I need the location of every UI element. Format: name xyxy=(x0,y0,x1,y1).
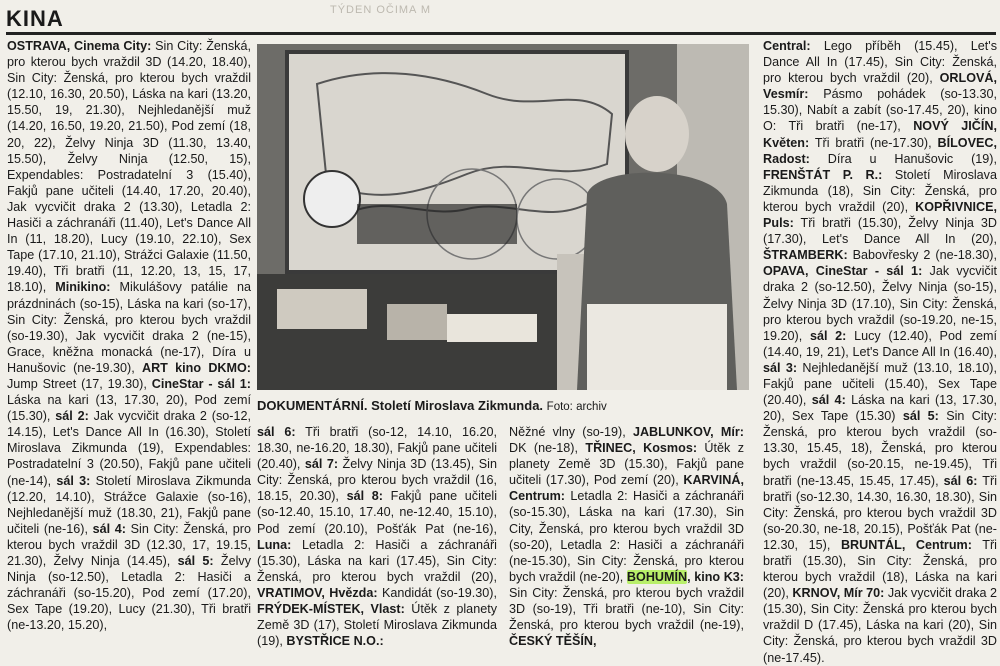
showtimes-text: Tři bratři (so-12, 14.10, 16.20, 18.30, ne-16.20, 18.30), Fakjů pane učiteli (20.40), xyxy=(257,425,497,472)
venue-name: sál 7: xyxy=(304,457,339,472)
venue-name: sál 2: xyxy=(809,328,847,343)
venue-name: Minikino: xyxy=(55,280,111,295)
showtimes-text: Nejhledanější muž (13.10, 18.10), Fakjů pane učiteli (15.40), Sex Tape (20.40), xyxy=(763,360,997,408)
showtimes-text: Pásmo pohádek (so-13.30, 15.30), Nabít a zabít (so-17.45, 20), kino O: Tři bratři (ne-17), xyxy=(763,87,997,134)
showtimes-text: Útěk z planety Země 3D (15.30), Fakjů pane učiteli (17.30), Pod zemí (20), xyxy=(509,441,744,488)
showtimes-text: Jump Street (17, 19.30), xyxy=(7,376,152,391)
showtimes-text: Jak vycvičit draka 2 (so-12.50), Želvy Ninja (so-15), Želvy Ninja 3D (17.10), Sin City: Ženská, pro kterou bych vraždil (so-19.20, ne-15, 19.20), xyxy=(763,264,997,343)
photo-caption-title: DOKUMENTÁRNÍ. Století Miroslava Zikmunda. xyxy=(257,398,544,413)
venue-name: sál 4: xyxy=(92,521,126,536)
venue-name: TŘINEC, Kosmos: xyxy=(585,441,698,456)
venue-name: sál 8: xyxy=(346,489,383,504)
venue-name: VRATIMOV, Hvězda: xyxy=(257,585,378,600)
venue-name: CineStar - sál 1: xyxy=(151,376,251,391)
venue-name: KARVINÁ, Centrum: xyxy=(509,473,744,504)
bleed-through-header: TÝDEN OČIMA M xyxy=(330,4,432,16)
venue-name: ČESKÝ TĚŠÍN, xyxy=(509,634,597,649)
showtimes-text: DK (ne-18), xyxy=(509,441,586,456)
showtimes-text: Sin City: Ženská, pro kterou bych vraždil 3D (so-19), Tři bratři (ne-10), Sin City: Ženská, pro kterou bych vraždil (ne-19), xyxy=(509,585,744,633)
venue-name: BYSTŘICE N.O.: xyxy=(286,634,384,649)
showtimes-text: Láska na kari (13, 17.30, 20), Sex Tape (15.30) xyxy=(763,393,997,424)
venue-name: sál 5: xyxy=(902,409,939,424)
showtimes-text: Sin City: Ženská, pro kterou bych vraždil 3D (14.20, 18.40), Sin City: Ženská, pro kterou bych vraždil (12.10, 16.30, 20.50), Láska na kari (13.20, 15.50, 19, 21.30), Nejhledanější muž (14.20, 16.50, 19.20, 21.50), Pod zemí (18, 20, 22), Želvy Ninja 3D (11.30, 13.40, 15.50), Želvy Ninja (12.50, 15), Expendables: Postradatelní 3 (15.40), Fakjů pane učiteli (14.40, 17.20, 20.40), Jak vycvičit draka 2 (13.30), Letadla 2: Hasiči a záchranáři (11.40), Let's Dance All In (11, 18.20), Lucy (19.10, 22.10), Sex Tape (17.10, 21.10), Strážci Galaxie (11.50, 19.40), Tři bratři (11, 12.20, 13, 15, 17, 18.10), xyxy=(7,39,251,295)
showtimes-text: Století Miroslava Zikmunda (18), Sin City: Ženská, pro kterou bych vraždil (20), xyxy=(763,167,997,214)
showtimes-text: Letadla 2: Hasiči a záchranáři (15.30), Láska na kari (17.45), Sin City: Ženská, pro kterou bych vraždil (20), xyxy=(257,537,497,584)
showtimes-text: Něžné vlny (so-19), xyxy=(509,425,633,439)
showtimes-text: Díra u Hanušovic (19), xyxy=(809,151,997,166)
venue-name: sál 6: xyxy=(257,425,296,439)
listing-text xyxy=(763,38,997,666)
venue-name: sál 3: xyxy=(763,360,798,375)
showtimes-text: Jak vycvičit draka 2 (15.30), Sin City: Ženská pro kterou bych vraždil D (17.45), Láska na kari (20), Sin City: Ženská, pro kterou bych vraždil 3D (ne-17.45). xyxy=(763,586,998,665)
showtimes-text: Tři bratři (ne-17.30), xyxy=(809,135,938,150)
archive-photo xyxy=(257,44,749,390)
showtimes-text: Letadla 2: Hasiči a záchranáři (so-15.30), Láska na kari (17.30), Sin City, Ženská, pro kterou bych vraždil 3D (so-20), Letadla 2: Hasiči a záchranáři (ne-15.30), Sin City: Ženská, pro kterou bych vraždil (ne-20), xyxy=(509,489,744,584)
venue-name: OPAVA, CineStar - sál 1: xyxy=(763,264,923,279)
showtimes-text: Sin City: Ženská, pro kterou bych vraždil 3D (12.30, 17, 19.15, 21.30), Želvy Ninja (14.45), xyxy=(7,521,251,568)
showtimes-text: Tři bratři (so-12.30, 14.30, 16.30, 18.30), Sin City: Ženská, pro kterou bych vraždil 3D (so-20.30, ne-18, 20.15), Pošťák Pat (ne-12.30, 15), xyxy=(763,473,997,552)
showtimes-text: Láska na kari (13, 17.30, 20), Pod zemí (15.30), xyxy=(7,393,251,424)
venue-name: sál 5: xyxy=(177,554,214,568)
venue-name: OSTRAVA, Cinema City: xyxy=(7,39,152,53)
showtimes-text: Babovřesky 2 (ne-18.30), xyxy=(847,248,997,263)
showtimes-text: Tři bratři (15.30), Želvy Ninja 3D (17.30), Let's Dance All In (20), xyxy=(763,216,997,247)
venue-name: sál 2: xyxy=(55,409,89,424)
venue-name: BRUNTÁL, Centrum: xyxy=(840,537,972,552)
showtimes-text: Kandidát (so-19.30), xyxy=(377,585,497,600)
venue-name: KOPŘIVNICE, Puls: xyxy=(763,199,997,231)
photo-credit: Foto: archiv xyxy=(546,401,607,413)
venue-name: Luna: xyxy=(257,537,292,552)
showtimes-text: Sin City: Ženská, pro kterou bych vraždil (so-13.30, 15.45, 18), Ženská, pro kterou bych vraždil (so-20.15, ne-19.45), Tři bratři (ne-13.45, 15.45, 17.45), xyxy=(763,409,997,488)
listing-column-2 xyxy=(257,424,497,656)
venue-name: ART kino DKMO: xyxy=(141,360,251,375)
showtimes-text: Lucy (12.40), Pod zemí (14.40, 19, 21), Let's Dance All In (16.40), xyxy=(763,328,997,359)
venue-name: ŠTRAMBERK: xyxy=(763,248,848,263)
venue-name: FRÝDEK-MÍSTEK, Vlast: xyxy=(257,602,405,617)
header-rule xyxy=(6,32,996,35)
showtimes-text: Mikulášovy patálie na prázdninách (so-15), Láska na kari (so-17), Sin City: Ženská, pro kterou bych vraždil (so-19.30), Jak vycvičit draka 2 (ne-15), Grace, kněžna monacká (ne-17), Díra u Hanušovic (ne-19.30), xyxy=(7,280,251,375)
highlighted-venue: BOHUMÍN xyxy=(626,569,688,584)
listing-column-1 xyxy=(7,38,251,656)
showtimes-text: Želvy Ninja 3D (13.45), Sin City: Ženská, pro kterou bych vraždil (16, 18.15, 20.30), xyxy=(257,457,497,504)
listing-text xyxy=(257,424,497,649)
showtimes-text: Útěk z planety Země 3D (17), Století Miroslava Zikmunda (19), xyxy=(257,602,497,649)
listing-column-right xyxy=(763,38,998,665)
showtimes-text: Lego příběh (15.45), Let's Dance All In (17.45), Sin City: Ženská, pro kterou bych vraždil (20), xyxy=(763,39,997,86)
venue-name: FRENŠTÁT P. R.: xyxy=(763,167,883,182)
showtimes-text: Tři bratři (15.30), Sin City: Ženská, pro kterou bych vraždil (18), Láska na kari (20), xyxy=(763,537,997,601)
section-header xyxy=(0,0,1000,36)
showtimes-text: Želvy Ninja (so-12.50), Letadla 2: Hasiči a záchranáři (so-15.20), Pod zemí (17.20), Sex Tape (19.20), Lucy (21.30), Tři bratři (ne-13.20, 15.20), xyxy=(7,554,251,633)
venue-name: BÍLOVEC, Radost: xyxy=(763,135,997,166)
venue-name: , kino K3: xyxy=(687,569,744,584)
listing-column-3 xyxy=(509,424,744,656)
listing-text xyxy=(509,424,744,649)
venue-name: sál 4: xyxy=(811,393,846,408)
listing-text xyxy=(7,38,251,633)
showtimes-text: Fakjů pane učiteli (so-12.40, 15.10, 17.40, ne-12.40, 15.10), Pod zemí (20.10), Pošťák Pat (ne-16), xyxy=(257,489,497,536)
venue-name: ORLOVÁ, Vesmír: xyxy=(763,71,997,102)
venue-name: Central: xyxy=(763,39,811,53)
photo-illustration xyxy=(257,44,749,390)
section-title: KINA xyxy=(6,6,64,31)
venue-name: JABLUNKOV, Mír: xyxy=(632,425,744,439)
venue-name: KRNOV, Mír 70: xyxy=(792,586,885,601)
showtimes-text: Století Miroslava Zikmunda (12.20, 14.10), Strážce Galaxie (so-16), Nejhledanější muž (18.30, 21), Fakjů pane učiteli (ne-16), xyxy=(7,473,251,536)
showtimes-text: Jak vycvičit draka 2 (so-12, 14.15), Let's Dance All In (16.30), Století Miroslava Zikmunda (19), Expendables: Postradatelní 3 (20.50), Fakjů pane učiteli (ne-14), xyxy=(7,409,251,488)
venue-name: NOVÝ JIČÍN, Květen: xyxy=(763,119,997,150)
photo-caption xyxy=(257,398,757,413)
venue-name: sál 6: xyxy=(943,473,978,488)
venue-name: sál 3: xyxy=(56,473,91,488)
